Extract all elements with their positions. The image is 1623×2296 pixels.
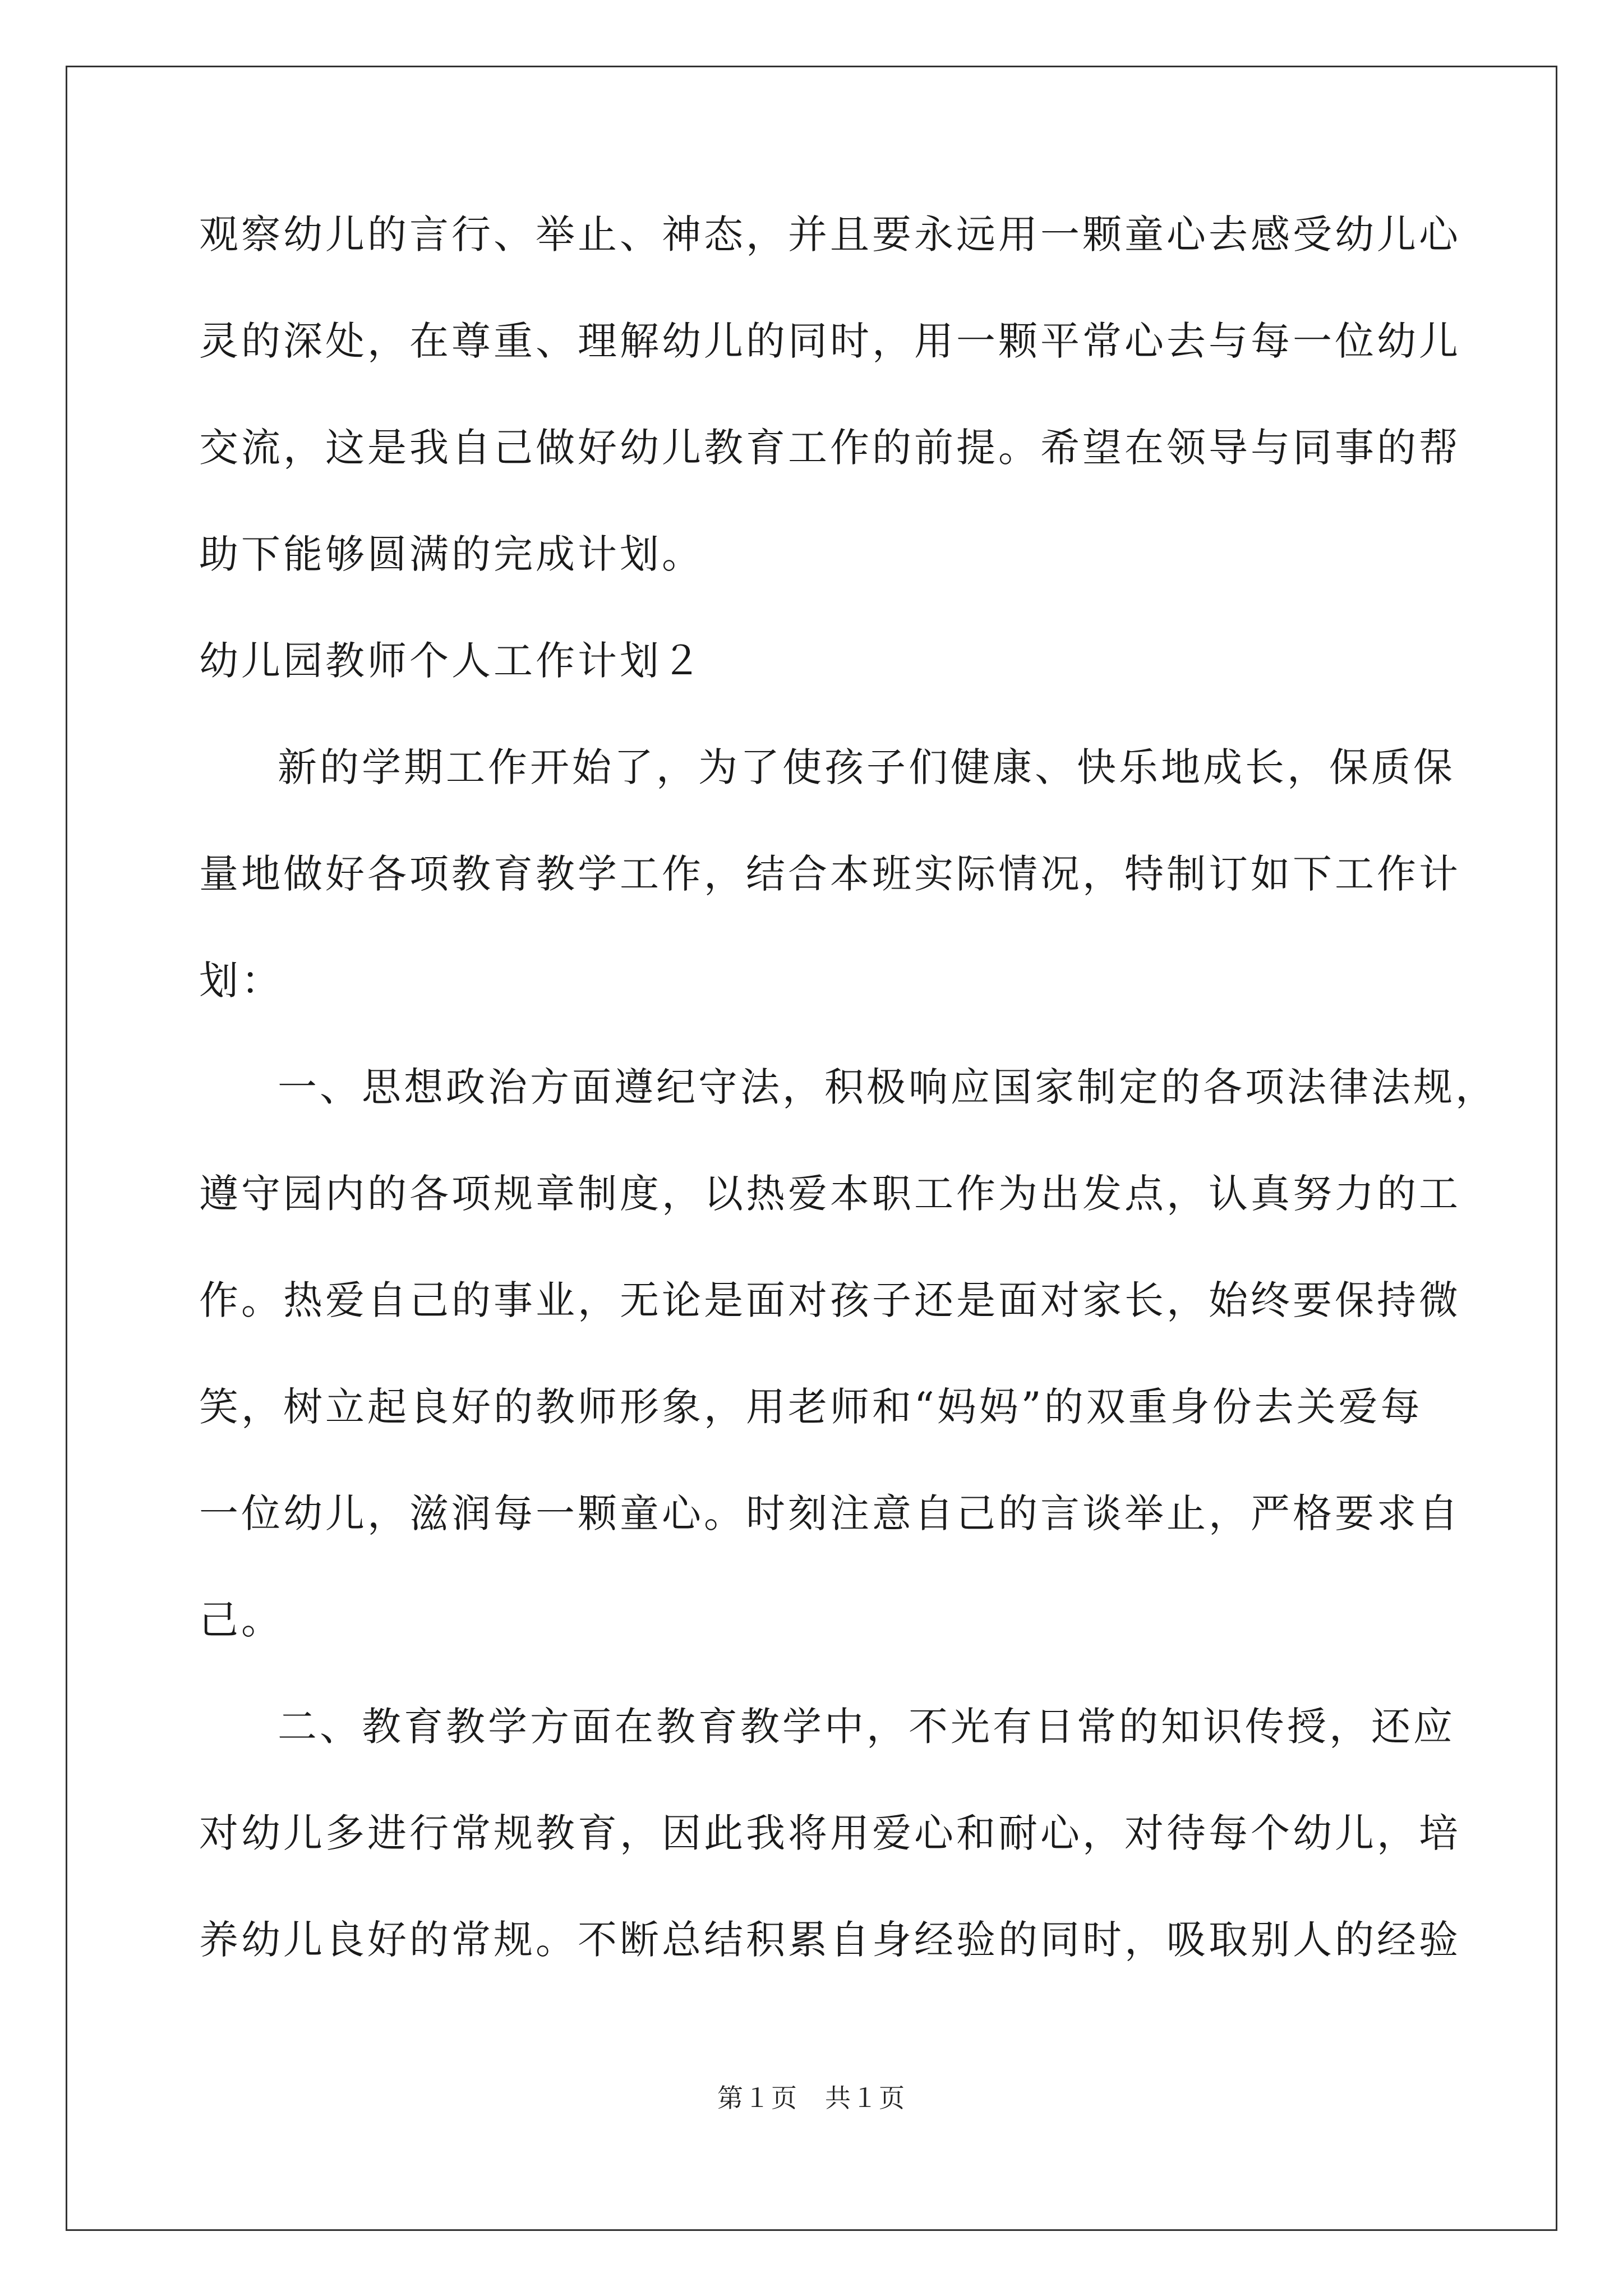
paragraph-line: 划： <box>199 958 283 1004</box>
paragraph-line: 作。热爱自己的事业，无论是面对孩子还是面对家长，始终要保持微 <box>199 1277 1461 1323</box>
paragraph-line: 新的学期工作开始了，为了使孩子们健康、快乐地成长，保质保 <box>278 744 1455 790</box>
paragraph-line: 观察幼儿的言行、举止、神态，并且要永远用一颗童心去感受幼儿心 <box>199 211 1461 257</box>
page-number-footer: 第１页 共１页 <box>717 2083 906 2113</box>
paragraph-line: 二、教育教学方面在教育教学中，不光有日常的知识传授，还应 <box>278 1704 1455 1750</box>
paragraph-line: 交流，这是我自己做好幼儿教育工作的前提。希望在领导与同事的帮 <box>199 425 1461 471</box>
paragraph-line: 一、思想政治方面遵纪守法，积极响应国家制定的各项法律法规， <box>278 1064 1497 1110</box>
paragraph-line: 量地做好各项教育教学工作，结合本班实际情况，特制订如下工作计 <box>199 851 1461 897</box>
paragraph-line: 养幼儿良好的常规。不断总结积累自身经验的同时，吸取别人的经验 <box>199 1917 1461 1963</box>
page-border <box>66 66 1557 2231</box>
paragraph-line: 灵的深处，在尊重、理解幼儿的同时，用一颗平常心去与每一位幼儿 <box>199 318 1461 364</box>
paragraph-line: 己。 <box>199 1597 283 1643</box>
paragraph-line: 笑，树立起良好的教师形象，用老师和“妈妈”的双重身份去关爱每 <box>199 1384 1423 1430</box>
paragraph-line: 助下能够圆满的完成计划。 <box>199 531 704 577</box>
section-heading: 幼儿园教师个人工作计划２ <box>199 638 704 684</box>
paragraph-line: 遵守园内的各项规章制度，以热爱本职工作为出发点，认真努力的工 <box>199 1171 1461 1217</box>
paragraph-line: 对幼儿多进行常规教育，因此我将用爱心和耐心，对待每个幼儿，培 <box>199 1810 1461 1856</box>
paragraph-line: 一位幼儿，滋润每一颗童心。时刻注意自己的言谈举止，严格要求自 <box>199 1490 1461 1536</box>
